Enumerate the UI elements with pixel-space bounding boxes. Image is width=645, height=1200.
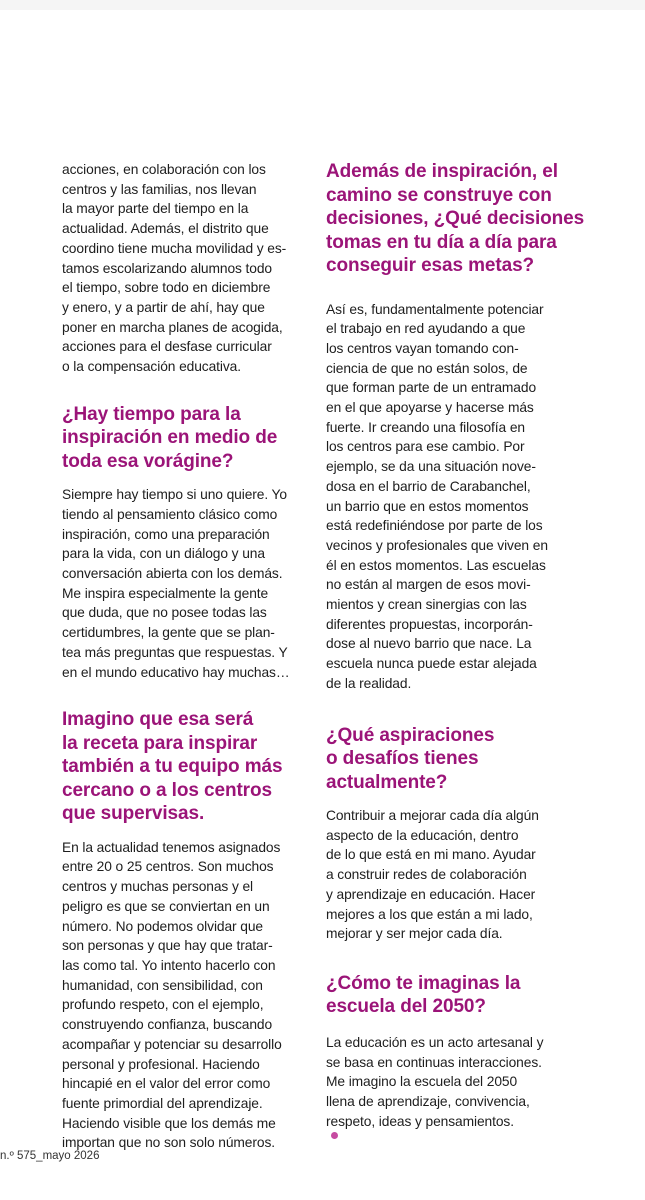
answer-paragraph-centers: En la actualidad tenemos asignados entre 20 o 25 centros. Son muchos centros y muchas personas y el peligro es que se conviertan en un número. No podemos olvidar que son personas y que hay que tratar- las como tal. Yo intento hacerlo con humanidad, con sensibilidad, con profundo respeto, con el ejemplo, construyendo confianza, buscando acompañar y potenciar su desarrollo personal y profesional. Haciendo hincapié en el valor del error como fuente primordial del aprendizaje. Haciendo visible que los demás me importan que no son solo números. [62,839,282,1151]
right-column [326,160,585,1139]
answer-paragraph-school-2050: La educación es un acto artesanal y se basa en continuas interacciones. Me imagino la escuela del 2050 llena de aprendizaje, convivencia, respeto, ideas y pensamientos. [326,1033,566,1139]
question-heading-inspiration-time: ¿Hay tiempo para la inspiración en medio de toda esa vorágine? [62,403,278,472]
issue-footer: n.º 575_mayo 2026 [0,1150,100,1162]
answer-paragraph-district: acciones, en colaboración con los centros y las familias, nos llevan la mayor parte del tiempo en la actualidad. Además, el distrito que coordino tiene mucha movilidad y es- tamos escolarizando alumnos todo el tiempo, sobre todo en diciembre y enero, y a partir de ahí, hay que poner en marcha planes de acogida, acciones para el desfase curricular o la compensación educativa. [62,162,287,375]
left-column [62,160,312,1153]
question-heading-decisions: Además de inspiración, el camino se construye con decisiones, ¿Qué decisiones tomas en tu día a día para conseguir esas metas? [326,161,585,276]
answer-paragraph-inspiration: Siempre hay tiempo si uno quiere. Yo tiendo al pensamiento clásico como inspiración, como una preparación para la vida, con un diálogo y una conversación abierta con los demás. Me inspira especialmente la gente que duda, que no posee todas las certidumbres, la gente que se plan- tea más preguntas que respuestas. Y en el mundo educativo hay muchas… [62,487,290,680]
answer-paragraph-network: Así es, fundamentalmente potenciar el trabajo en red ayudando a que los centros vayan tomando con- ciencia de que no están solos, de que forman parte de un entramado en el que apoyarse y hacerse más fuerte. Ir creando una filosofía en los centros para ese cambio. Por ejemplo, se da una situación nove- dosa en el barrio de Carabanchel, un barrio que en estos momentos está redefiniéndose por parte de los vecinos y profesionales que viven en él en estos momentos. Las escuelas no están al margen de esos movi- mientos y crean sinergias con las diferentes propuestas, incorporán- dose al nuevo barrio que nace. La escuela nunca puede estar alejada de la realidad. [326,301,548,691]
question-heading-school-2050: ¿Cómo te imaginas la escuela del 2050? [326,972,521,1018]
answer-paragraph-aspirations: Contribuir a mejorar cada día algún aspecto de la educación, dentro de lo que está en mi mano. Ayudar a construir redes de colaboración y aprendizaje en educación. Hacer mejores a los que están a mi lado, mejorar y ser mejor cada día. [326,808,539,942]
end-of-article-dot-icon [331,1132,338,1139]
question-heading-aspirations: ¿Qué aspiraciones o desafíos tienes actualmente? [326,724,495,793]
top-strip [0,0,645,10]
question-heading-team-recipe: Imagino que esa será la receta para inspirar también a tu equipo más cercano o a los centros que supervisas. [62,709,283,825]
